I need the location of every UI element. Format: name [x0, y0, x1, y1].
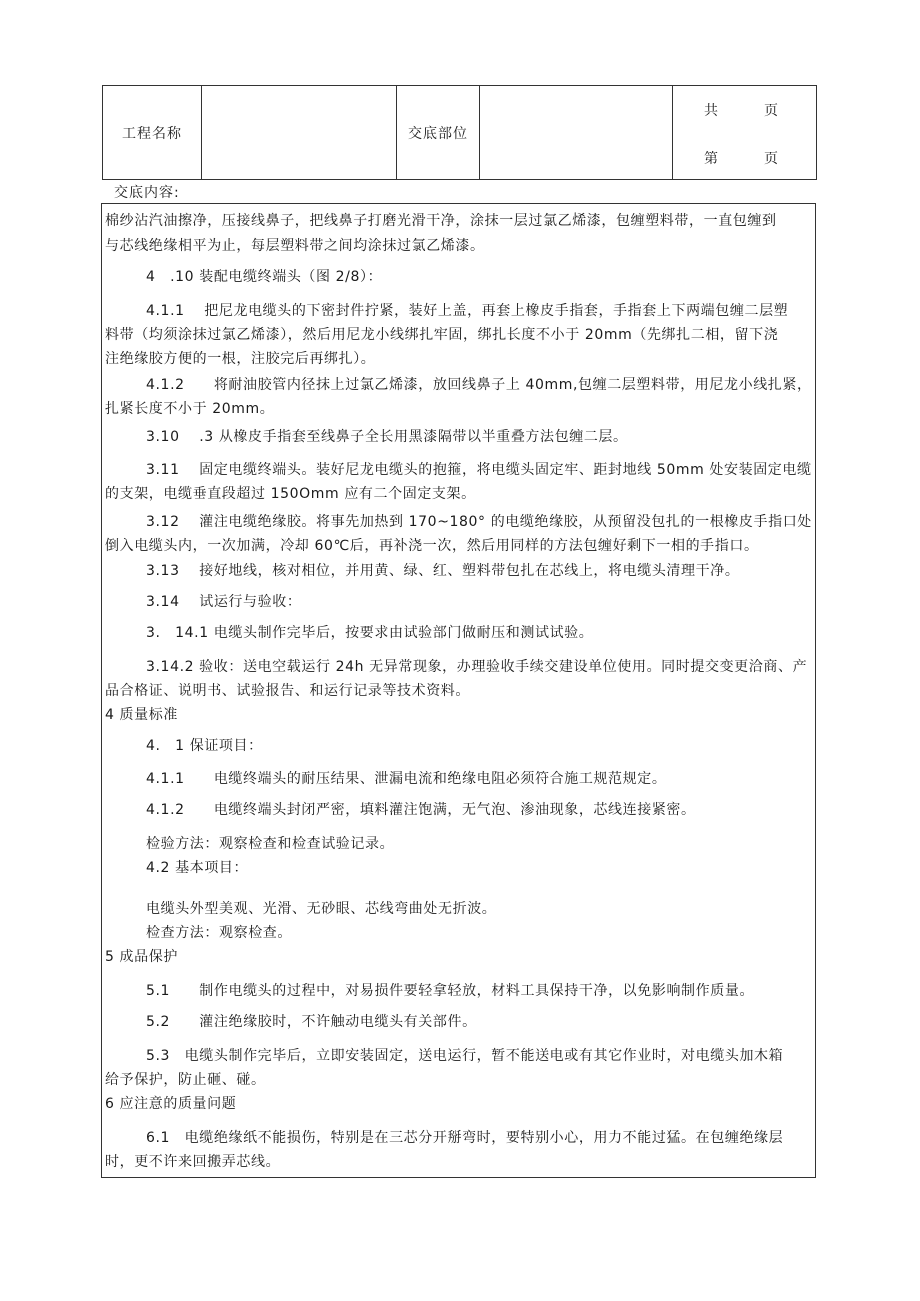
- section-heading: 4 质量标准: [105, 707, 178, 723]
- paragraph-line: 电缆头外型美观、光滑、无砂眼、芯线弯曲处无折波。: [146, 901, 497, 917]
- section-heading: 6 应注意的质量问题: [105, 1096, 237, 1112]
- page-count-cell: [673, 86, 817, 180]
- paragraph-line: 3. 14.1 电缆头制作完毕后，按要求由试验部门做耐压和测试试验。: [146, 625, 594, 641]
- page-no-label-a: 第: [704, 151, 718, 167]
- paragraph-line: 4.1.2 电缆终端头封闭严密，填料灌注饱满，无气泡、渗油现象，芯线连接紧密。: [146, 802, 696, 818]
- paragraph-line: 5.3 电缆头制作完毕后，立即安装固定，送电运行，暂不能送电或有其它作业时，对电缆头加木箱: [146, 1048, 784, 1064]
- paragraph-line: 5.2 灌注绝缘胶时，不许触动电缆头有关部件。: [146, 1014, 477, 1030]
- paragraph-line: 4 .10 装配电缆终端头（图 2/8）：: [146, 269, 383, 285]
- paragraph-line: 4.1.2 将耐油胶管内径抹上过氯乙烯漆，放回线鼻子上 40mm,包缠二层塑料带，用尼龙小线扎紧，: [146, 377, 812, 393]
- project-name-label: 工程名称: [103, 86, 202, 180]
- page-no-label-b: 页: [764, 151, 778, 167]
- total-pages-label-b: 页: [764, 103, 778, 119]
- project-name-value[interactable]: [202, 86, 397, 180]
- paragraph-line: 4. 1 保证项目：: [146, 738, 263, 754]
- section-heading: 5 成品保护: [105, 949, 178, 965]
- header-table: [102, 85, 817, 180]
- paragraph-line: 4.2 基本项目：: [146, 860, 249, 876]
- paragraph-line: 6.1 电缆绝缘纸不能损伤，特别是在三芯分开掰弯时，要特别小心，用力不能过猛。在包缠绝缘层: [146, 1130, 784, 1146]
- paragraph-line: 检验方法：观察检查和检查试验记录。: [146, 836, 395, 852]
- paragraph-line: 检查方法：观察检查。: [146, 925, 292, 941]
- location-label: 交底部位: [397, 86, 480, 180]
- paragraph-line: 3.12 灌注电缆绝缘胶。将事先加热到 170~180° 的电缆绝缘胶，从预留没包扎的一根橡皮手指口处: [146, 514, 812, 530]
- content-label: 交底内容:: [114, 185, 180, 201]
- content-box: [101, 203, 816, 1178]
- paragraph-line: 料带（均须涂抹过氯乙烯漆），然后用尼龙小线绑扎牢固，绑扎长度不小于 20mm（先绑扎二相，留下浇: [105, 327, 779, 343]
- paragraph-line: 4.1.1 电缆终端头的耐压结果、泄漏电流和绝缘电阻必须符合施工规范规定。: [146, 771, 667, 787]
- paragraph-line: 3.13 接好地线，核对相位，并用黄、绿、红、塑料带包扎在芯线上，将电缆头清理干净。: [146, 563, 740, 579]
- paragraph-line: 3.11 固定电缆终端头。装好尼龙电缆头的抱箍，将电缆头固定牢、距封地线 50mm 处安装固定电缆: [146, 462, 812, 478]
- location-value[interactable]: [480, 86, 673, 180]
- paragraph-line: 3.14 试运行与验收：: [146, 594, 302, 610]
- paragraph-line: 3.14.2 验收：送电空载运行 24h 无异常现象，办理验收手续交建设单位使用。同时提交变更洽商、产: [146, 659, 808, 675]
- paragraph-line: 与芯线绝缘相平为止，每层塑料带之间均涂抹过氯乙烯漆。: [105, 238, 485, 254]
- paragraph-line: 给予保护，防止砸、碰。: [105, 1072, 266, 1088]
- paragraph-line: 注绝缘胶方便的一根，注胶完后再绑扎）。: [105, 351, 376, 367]
- paragraph-line: 5.1 制作电缆头的过程中，对易损件要轻拿轻放，材料工具保持干净，以免影响制作质量。: [146, 983, 755, 999]
- paragraph-line: 品合格证、说明书、试验报告、和运行记录等技术资料。: [105, 683, 470, 699]
- paragraph-line: 4.1.1 把尼龙电缆头的下密封件拧紧，装好上盖，再套上橡皮手指套，手指套上下两端包缠二层塑: [146, 303, 789, 319]
- paragraph-line: 3.10 .3 从橡皮手指套至线鼻子全长用黑漆隔带以半重叠方法包缠二层。: [146, 429, 628, 445]
- paragraph-line: 时，更不许来回搬弄芯线。: [105, 1154, 281, 1170]
- paragraph-line: 的支架，电缆垂直段超过 150Omm 应有二个固定支架。: [105, 486, 476, 502]
- paragraph-line: 倒入电缆头内，一次加满，冷却 60℃后，再补浇一次，然后用同样的方法包缠好剩下一相的手指口。: [105, 538, 759, 554]
- paragraph-line: 扎紧长度不小于 20mm。: [105, 401, 275, 417]
- paragraph-line: 棉纱沾汽油擦净，压接线鼻子，把线鼻子打磨光滑干净，涂抹一层过氯乙烯漆，包缠塑料带，一直包缠到: [105, 213, 777, 229]
- total-pages-label-a: 共: [704, 103, 718, 119]
